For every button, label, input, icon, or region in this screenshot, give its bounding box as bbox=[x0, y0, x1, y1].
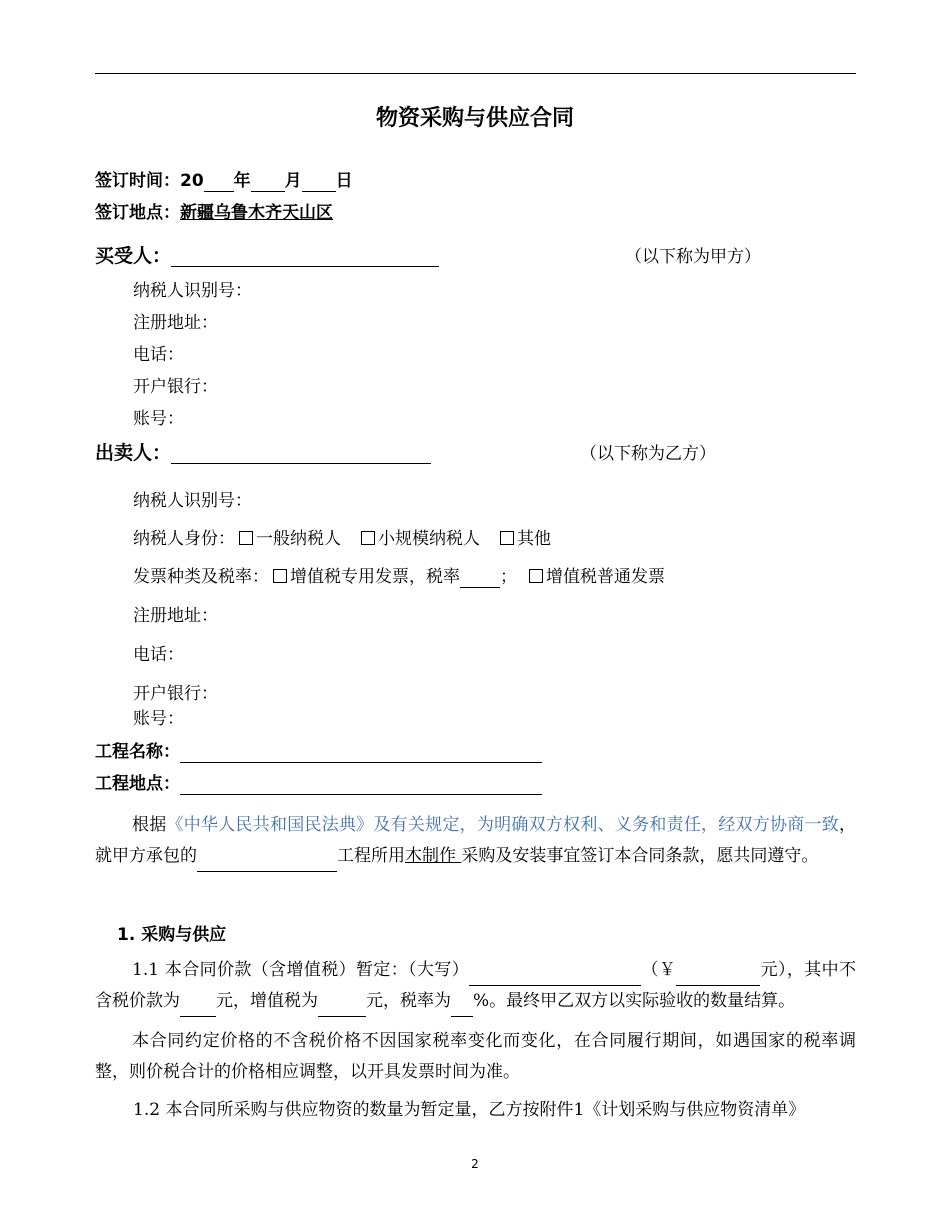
project-place-blank[interactable] bbox=[180, 776, 542, 795]
intro-law-reference: 《中华人民共和国民法典》及有关规定，为明确双方权利、义务和责任，经双方协商一致 bbox=[166, 815, 840, 835]
small-taxpayer-label: 小规模纳税人 bbox=[378, 529, 480, 549]
buyer-account: 账号： bbox=[133, 409, 184, 429]
invoice-separator: ； bbox=[500, 567, 517, 587]
invoice-row bbox=[133, 566, 665, 588]
other-taxpayer-checkbox[interactable] bbox=[500, 531, 514, 545]
month-label: 月 bbox=[284, 171, 302, 191]
amount-number-blank[interactable] bbox=[676, 965, 760, 986]
clause-1-2: 1.2 本合同所采购与供应物资的数量为暂定量，乙方按附件1《计划采购与供应物资清单》 bbox=[133, 1100, 806, 1120]
seller-name-blank[interactable] bbox=[171, 445, 431, 464]
clause-1-1-text-c: 元），其中不含税价款为 bbox=[95, 960, 857, 1011]
small-taxpayer-checkbox[interactable] bbox=[361, 531, 375, 545]
seller-address: 注册地址： bbox=[133, 606, 218, 626]
project-name-row bbox=[95, 741, 542, 763]
day-label: 日 bbox=[335, 171, 353, 191]
header-rule bbox=[95, 73, 856, 74]
signing-date-row bbox=[95, 170, 353, 192]
seller-row bbox=[95, 442, 431, 464]
intro-text-6: 采购及安装事宜签订本合同条款，愿共同遵守。 bbox=[461, 846, 819, 866]
clause-1-1 bbox=[95, 955, 856, 1017]
signing-place-row bbox=[95, 202, 333, 224]
year-label: 年 bbox=[233, 171, 251, 191]
buyer-label: 买受人： bbox=[95, 245, 172, 267]
tax-rate-percent-blank[interactable] bbox=[451, 996, 473, 1017]
normal-invoice-label: 增值税普通发票 bbox=[546, 567, 665, 587]
month-blank[interactable] bbox=[251, 173, 285, 192]
general-taxpayer-label: 一般纳税人 bbox=[256, 529, 341, 549]
intro-material: 木制作 bbox=[405, 846, 456, 866]
intro-text-3: ，就甲方承包的 bbox=[95, 815, 857, 866]
seller-account: 账号： bbox=[133, 709, 184, 729]
buyer-address: 注册地址： bbox=[133, 313, 218, 333]
clause-1-1-text-b: （￥ bbox=[641, 960, 677, 980]
buyer-bank: 开户银行： bbox=[133, 377, 218, 397]
intro-text-4: 工程所用 bbox=[337, 846, 405, 866]
taxpayer-identity-row bbox=[133, 528, 551, 550]
buyer-note: （以下称为甲方） bbox=[625, 247, 761, 267]
page-title: 物资采购与供应合同 bbox=[375, 106, 574, 131]
buyer-name-blank[interactable] bbox=[171, 248, 439, 267]
seller-note: （以下称为乙方） bbox=[580, 444, 716, 464]
signing-year-prefix: 20 bbox=[180, 171, 204, 191]
project-place-label: 工程地点： bbox=[95, 774, 180, 794]
identity-label: 纳税人身份： bbox=[133, 529, 235, 549]
intro-paragraph bbox=[95, 810, 856, 872]
seller-phone: 电话： bbox=[133, 645, 184, 665]
buyer-tax-id: 纳税人识别号： bbox=[133, 281, 252, 301]
signing-place-value: 新疆乌鲁木齐天山区 bbox=[180, 203, 333, 223]
special-invoice-label: 增值税专用发票，税率 bbox=[290, 567, 460, 587]
buyer-phone: 电话： bbox=[133, 345, 184, 365]
intro-text-1: 根据 bbox=[132, 815, 167, 835]
tax-rate-blank[interactable] bbox=[460, 569, 500, 588]
project-name-blank[interactable] bbox=[180, 744, 542, 763]
tax-change-paragraph: 本合同约定价格的不含税价格不因国家税率变化而变化，在合同履行期间，如遇国家的税率调整，则价税合计的价格相应调整，以开具发票时间为准。 bbox=[95, 1031, 856, 1082]
signing-date-label: 签订时间： bbox=[95, 171, 180, 191]
project-name-label: 工程名称： bbox=[95, 742, 180, 762]
intro-project-blank[interactable] bbox=[197, 851, 337, 872]
signing-place-label: 签订地点： bbox=[95, 203, 180, 223]
page-number: 2 bbox=[471, 1157, 479, 1171]
seller-tax-id: 纳税人识别号： bbox=[133, 491, 252, 511]
section-1-heading: 1. 采购与供应 bbox=[117, 925, 227, 945]
clause-1-1-text-e: 元，税率为 bbox=[366, 991, 451, 1011]
seller-bank: 开户银行： bbox=[133, 684, 218, 704]
clause-1-1-text-d: 元，增值税为 bbox=[216, 991, 318, 1011]
special-invoice-checkbox[interactable] bbox=[273, 569, 287, 583]
invoice-label: 发票种类及税率： bbox=[133, 567, 269, 587]
pretax-amount-blank[interactable] bbox=[180, 996, 216, 1017]
amount-words-blank[interactable] bbox=[469, 965, 641, 986]
clause-1-1-text-a: 1.1 本合同价款（含增值税）暂定：（大写） bbox=[132, 960, 470, 980]
day-blank[interactable] bbox=[302, 173, 336, 192]
clause-1-1-text-f: %。最终甲乙双方以实际验收的数量结算。 bbox=[473, 991, 796, 1011]
normal-invoice-checkbox[interactable] bbox=[529, 569, 543, 583]
vat-amount-blank[interactable] bbox=[318, 996, 366, 1017]
year-blank[interactable] bbox=[204, 173, 234, 192]
seller-label: 出卖人： bbox=[95, 442, 172, 464]
general-taxpayer-checkbox[interactable] bbox=[239, 531, 253, 545]
project-place-row bbox=[95, 773, 542, 795]
buyer-row bbox=[95, 245, 439, 267]
other-taxpayer-label: 其他 bbox=[517, 529, 551, 549]
